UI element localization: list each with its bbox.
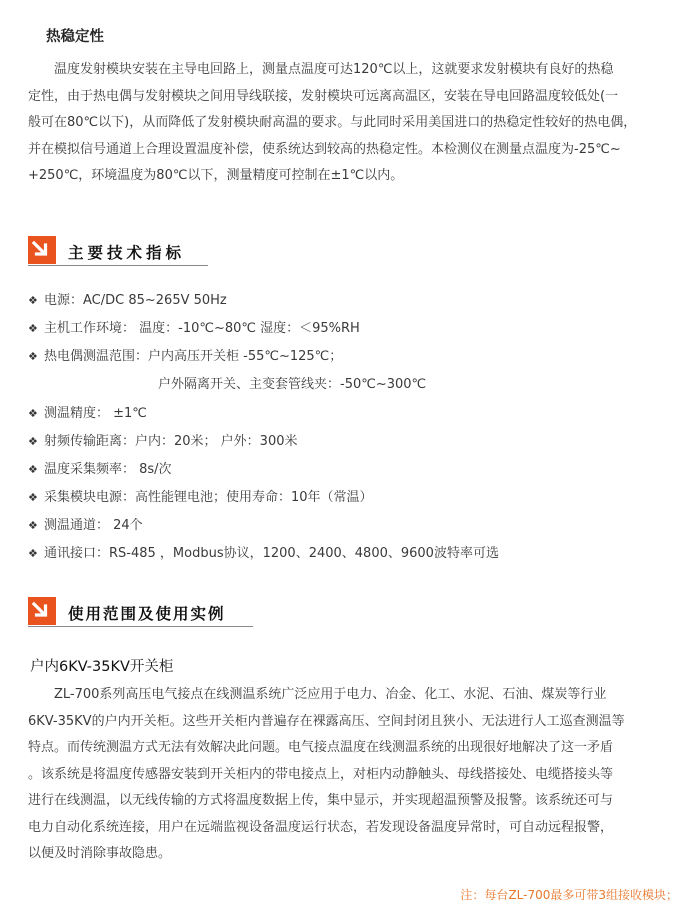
bullet-diamond-icon: ❖ [28, 547, 38, 560]
section-divider [56, 626, 253, 627]
bullet-diamond-icon: ❖ [28, 294, 38, 307]
spec-item: ❖ 通讯接口：RS-485 ，Modbus协议，1200、2400、4800、9600波特率可选 [28, 546, 499, 561]
spec-item: ❖ 测温通道： 24个 [28, 518, 143, 533]
paragraph-line: 。该系统是将温度传感器安装到开关柜内的带电接点上，对柜内动静触头、母线搭接处、电缆搭接头等 [28, 766, 614, 782]
paragraph-line: +250℃，环境温度为80℃以下，测量精度可控制在±1℃以内。 [28, 168, 404, 183]
spec-item: ❖ 采集模块电源：高性能锂电池；使用寿命：10年（常温） [28, 490, 373, 505]
indoor-cabinet-paragraph [28, 682, 680, 868]
paragraph-line: 定性，由于热电偶与发射模块之间用导线联接，发射模块可远离高温区，安装在导电回路温度较低处(一 [28, 88, 619, 104]
section-header-specs [28, 236, 208, 268]
spec-item: ❖ 射频传输距离：户内：20米； 户外：300米 [28, 434, 298, 449]
arrow-down-right-icon [28, 597, 56, 625]
bullet-diamond-icon: ❖ [28, 350, 38, 363]
spec-item: ❖ 电源：AC/DC 85~265V 50Hz [28, 293, 227, 308]
paragraph-line: 电力自动化系统连接，用户在远端监视设备温度运行状态，若发现设备温度异常时，可自动远程报警， [28, 819, 614, 835]
spec-item: ❖ 主机工作环境： 温度：-10℃~80℃ 湿度：＜95%RH [28, 321, 360, 336]
spec-item: ❖ 热电偶测温范围：户内高压开关柜 -55℃~125℃； [28, 349, 343, 364]
spec-item: ❖ 温度采集频率： 8s/次 [28, 462, 172, 477]
arrow-down-right-icon [28, 236, 56, 264]
paragraph-line: 温度发射模块安装在主导电回路上，测量点温度可达120℃以上，这就要求发射模块有良好的热稳 [28, 62, 614, 77]
bullet-diamond-icon: ❖ [28, 519, 38, 532]
section-title: 使用范围及使用实例 [68, 605, 226, 623]
paragraph-line: 般可在80℃以下)，从而降低了发射模块耐高温的要求。与此同时采用美国进口的热稳定性较好的热电偶， [28, 115, 637, 130]
thermal-stability-heading: 热稳定性 [46, 29, 104, 45]
spec-item-continuation: 户外隔离开关、主变套管线夹：-50℃~300℃ [158, 377, 427, 392]
bullet-diamond-icon: ❖ [28, 491, 38, 504]
thermal-stability-paragraph [28, 57, 680, 190]
section-header-usage [28, 597, 253, 629]
section-title: 主要技术指标 [68, 244, 186, 262]
section-divider [56, 265, 208, 266]
spec-item: ❖ 测温精度： ±1℃ [28, 406, 147, 421]
bullet-diamond-icon: ❖ [28, 407, 38, 420]
footer-note: 注：每台ZL-700最多可带3组接收模块； [460, 888, 678, 902]
paragraph-line: ZL-700系列高压电气接点在线测温系统广泛应用于电力、冶金、化工、水泥、石油、煤炭等行业 [28, 687, 607, 702]
bullet-diamond-icon: ❖ [28, 463, 38, 476]
paragraph-line: 6KV-35KV的户内开关柜。这些开关柜内普遍存在裸露高压、空间封闭且狭小、无法进行人工巡查测温等 [28, 713, 625, 729]
paragraph-line: 进行在线测温，以无线传输的方式将温度数据上传，集中显示，并实现超温预警及报警。该系统还可与 [28, 793, 614, 808]
bullet-diamond-icon: ❖ [28, 322, 38, 335]
paragraph-line: 以便及时消除事故隐患。 [28, 846, 172, 861]
paragraph-line: 并在模拟信号通道上合理设置温度补偿，使系统达到较高的热稳定性。本检测仪在测量点温度为-25℃~ [28, 141, 621, 157]
paragraph-line: 特点。而传统测温方式无法有效解决此问题。电气接点温度在线测温系统的出现很好地解决了这一矛盾 [28, 740, 614, 755]
bullet-diamond-icon: ❖ [28, 435, 38, 448]
indoor-cabinet-heading: 户内6KV-35KV开关柜 [30, 659, 174, 675]
